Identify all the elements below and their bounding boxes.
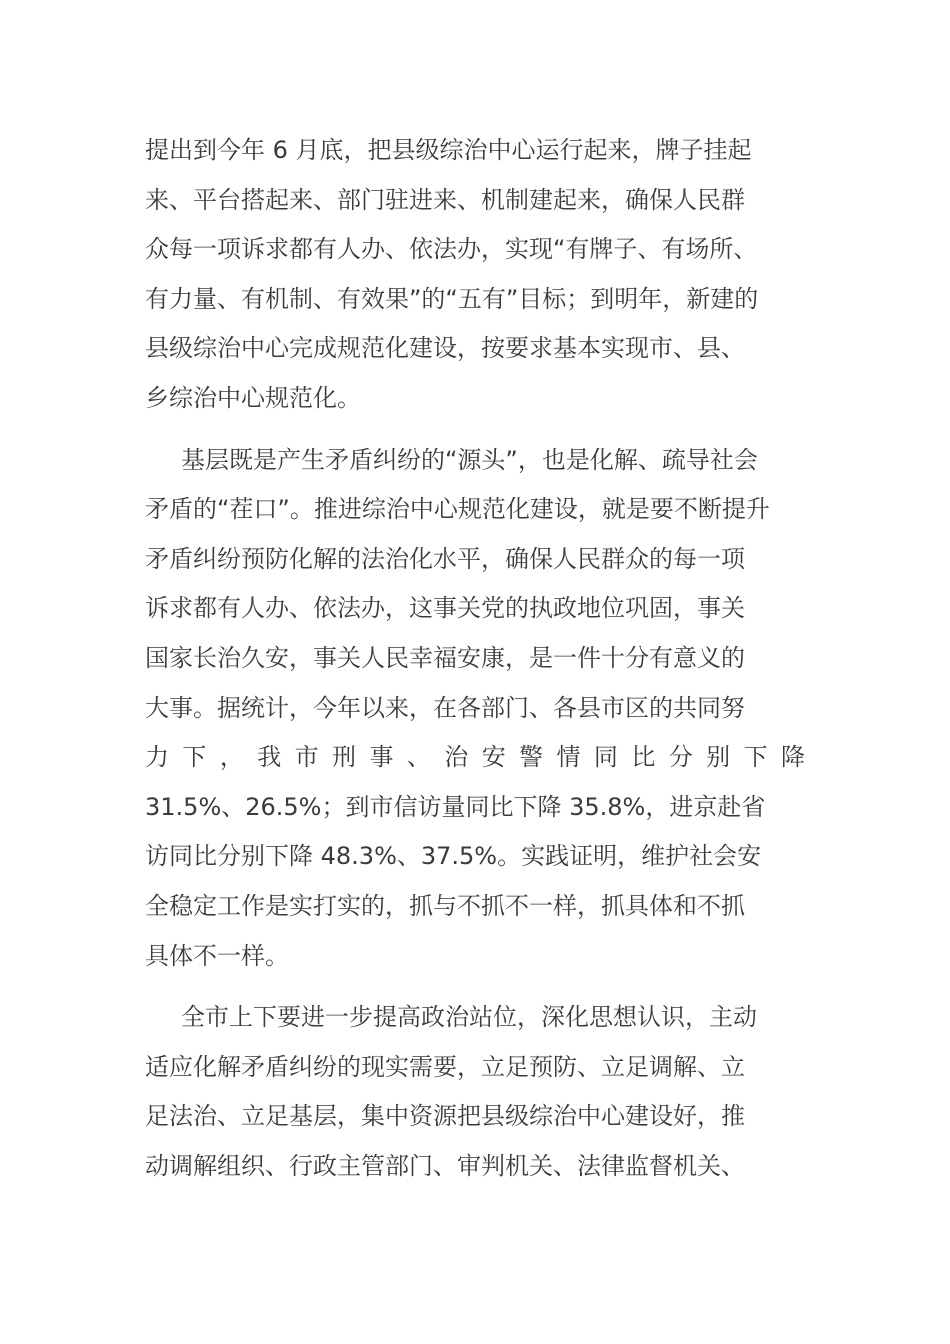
text-line: 诉求都有人办、依法办，这事关党的执政地位巩固，事关 xyxy=(145,594,745,623)
text-line: 矛盾纠纷预防化解的法治化水平，确保人民群众的每一项 xyxy=(145,544,745,573)
text-line: 全稳定工作是实打实的，抓与不抓不一样，抓具体和不抓 xyxy=(145,891,745,920)
text-line: 足法治、立足基层，集中资源把县级综治中心建设好，推 xyxy=(145,1102,745,1131)
text-line: 提出到今年 6 月底，把县级综治中心运行起来，牌子挂起 xyxy=(145,136,752,164)
text-line: 全市上下要进一步提高政治站位，深化思想认识，主动 xyxy=(181,1003,757,1032)
text-line: 有力量、有机制、有效果”的“五有”目标；到明年，新建的 xyxy=(145,284,759,313)
text-line: 来、平台搭起来、部门驻进来、机制建起来，确保人民群 xyxy=(145,185,745,214)
text-line: 众每一项诉求都有人办、依法办，实现“有牌子、有场所、 xyxy=(145,235,758,264)
text-line: 国家长治久安，事关人民幸福安康，是一件十分有意义的 xyxy=(145,643,745,672)
document-body xyxy=(145,126,805,1191)
paragraph-2 xyxy=(145,436,805,982)
text-line: 基层既是产生矛盾纠纷的“源头”，也是化解、疏导社会 xyxy=(181,445,758,474)
text-line: 力 下 ， 我 市 刑 事 、 治 安 警 情 同 比 分 别 下 降 xyxy=(145,743,805,772)
text-line: 31.5%、26.5%；到市信访量同比下降 35.8%，进京赴省 xyxy=(145,792,766,821)
text-line: 具体不一样。 xyxy=(145,941,289,970)
paragraph-3 xyxy=(145,993,805,1191)
text-line: 访同比分别下降 48.3%、37.5%。实践证明，维护社会安 xyxy=(145,842,762,871)
text-line: 乡综治中心规范化。 xyxy=(145,383,361,412)
text-line: 大事。据统计，今年以来，在各部门、各县市区的共同努 xyxy=(145,693,745,722)
text-line: 动调解组织、行政主管部门、审判机关、法律监督机关、 xyxy=(145,1151,745,1180)
text-line: 县级综治中心完成规范化建设，按要求基本实现市、县、 xyxy=(145,334,745,363)
text-line: 矛盾的“茬口”。推进综治中心规范化建设，就是要不断提升 xyxy=(145,495,770,524)
paragraph-1 xyxy=(145,126,805,424)
text-line: 适应化解矛盾纠纷的现实需要，立足预防、立足调解、立 xyxy=(145,1052,745,1081)
